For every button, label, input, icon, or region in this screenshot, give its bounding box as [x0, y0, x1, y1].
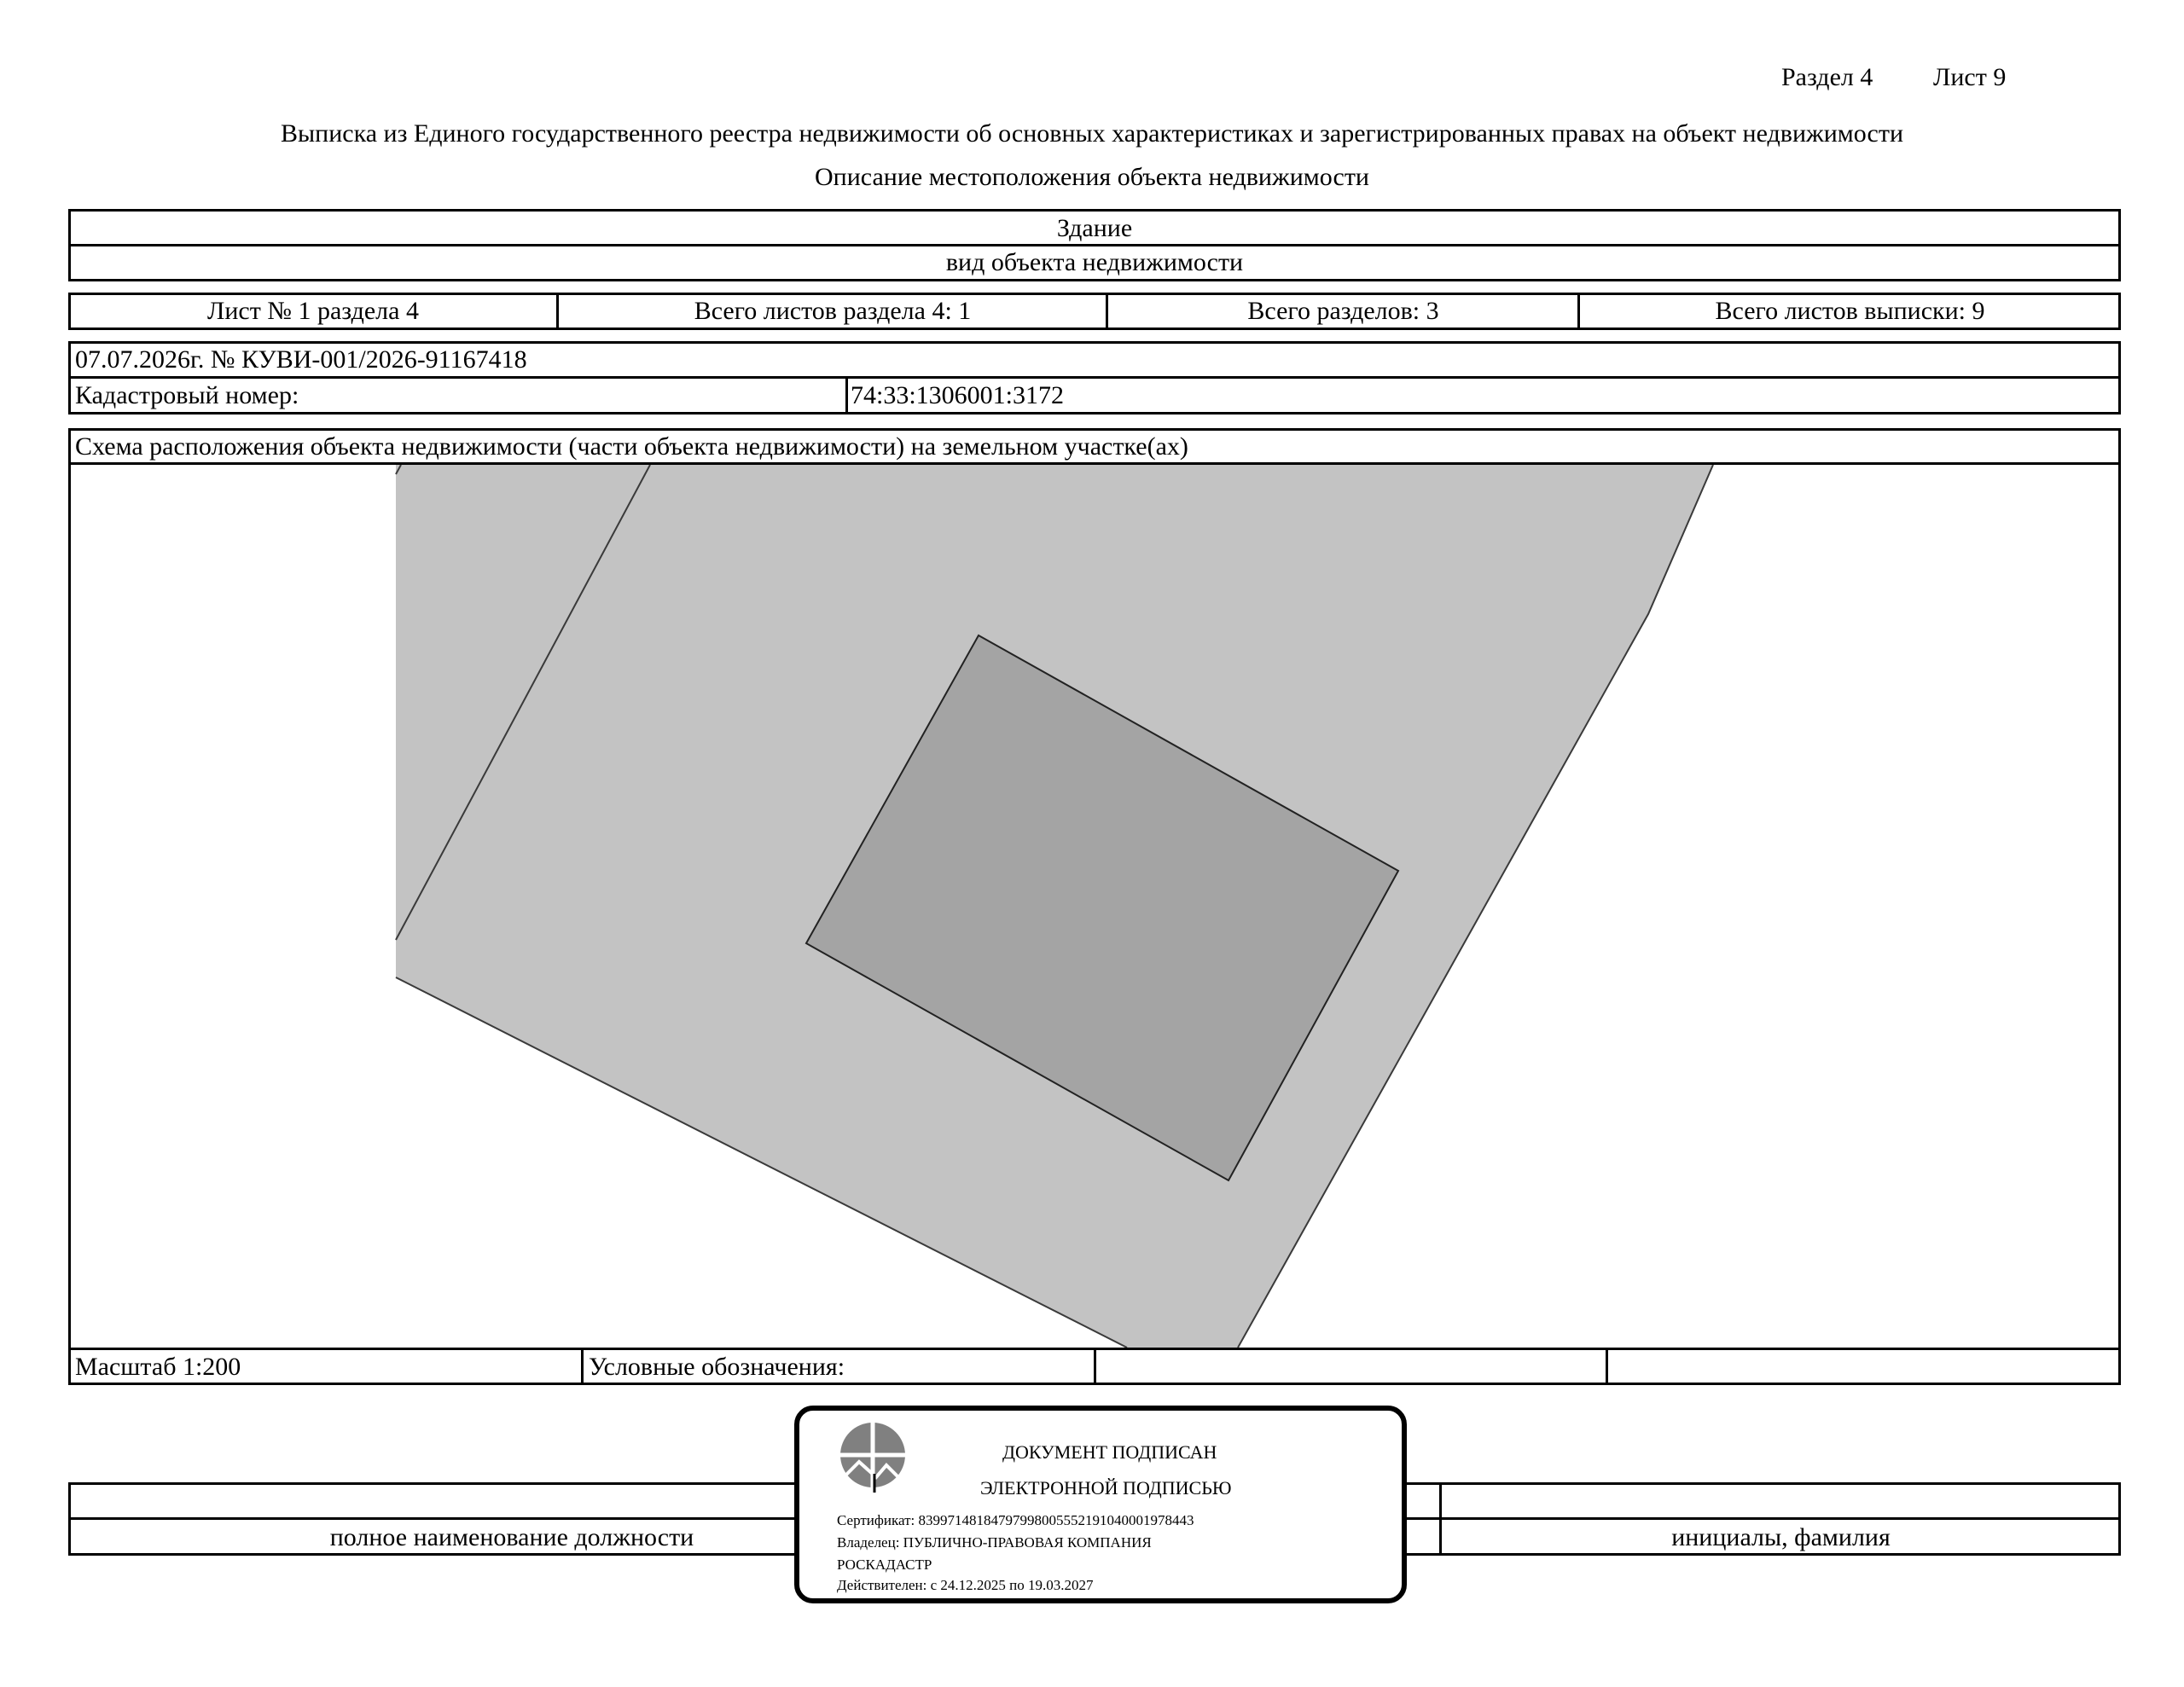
signature-stamp [794, 1406, 1407, 1603]
object-type-label: вид объекта недвижимости [945, 248, 1244, 276]
scheme-title: Схема расположения объекта недвижимости (части объекта недвижимости) на земельном участке(ах) [75, 432, 1188, 461]
divider [845, 376, 848, 415]
total-extract-sheets: Всего листов выписки: 9 [1715, 297, 1985, 325]
name-label: инициалы, фамилия [1671, 1523, 1891, 1551]
stamp-line2: ЭЛЕКТРОННОЙ ПОДПИСЬЮ [980, 1477, 1232, 1499]
total-section-sheets: Всего листов раздела 4: 1 [694, 297, 972, 325]
object-type-value: Здание [1056, 214, 1133, 242]
position-label: полное наименование должности [329, 1523, 694, 1551]
stamp-owner-line2: РОСКАДАСТР [837, 1557, 932, 1573]
stamp-certificate: Сертификат: 83997148184797998005552191040001978443 [837, 1512, 1194, 1528]
stamp-validity: Действителен: с 24.12.2025 по 19.03.2027 [837, 1577, 1094, 1593]
rosreestr-emblem-icon [837, 1421, 909, 1493]
record-date-number: 07.07.2026г. № КУВИ-001/2026-91167418 [75, 345, 527, 374]
divider [1094, 1348, 1096, 1385]
divider [68, 376, 2121, 379]
section-number: Раздел 4 [1781, 63, 1873, 91]
stamp-line1: ДОКУМЕНТ ПОДПИСАН [1002, 1441, 1217, 1463]
cadastral-value: 74:33:1306001:3172 [851, 381, 1065, 409]
divider [1606, 1348, 1608, 1385]
scheme-map [71, 465, 2118, 1348]
legend-label: Условные обозначения: [589, 1353, 845, 1381]
scale-label: Масштаб 1:200 [75, 1353, 241, 1381]
sheet-number: Лист 9 [1933, 63, 2007, 91]
stamp-owner-line1: Владелец: ПУБЛИЧНО-ПРАВОВАЯ КОМПАНИЯ [837, 1534, 1152, 1551]
document-subtitle: Описание местоположения объекта недвижимости [815, 163, 1369, 191]
document-title: Выписка из Единого государственного реестра недвижимости об основных характеристиках и зарегистрированных правах на объект недвижимости [280, 119, 1903, 148]
divider [68, 244, 2121, 246]
cadastral-label: Кадастровый номер: [75, 381, 299, 409]
total-sections: Всего разделов: 3 [1247, 297, 1439, 325]
sheet-of-section: Лист № 1 раздела 4 [207, 297, 419, 325]
divider [581, 1348, 584, 1385]
